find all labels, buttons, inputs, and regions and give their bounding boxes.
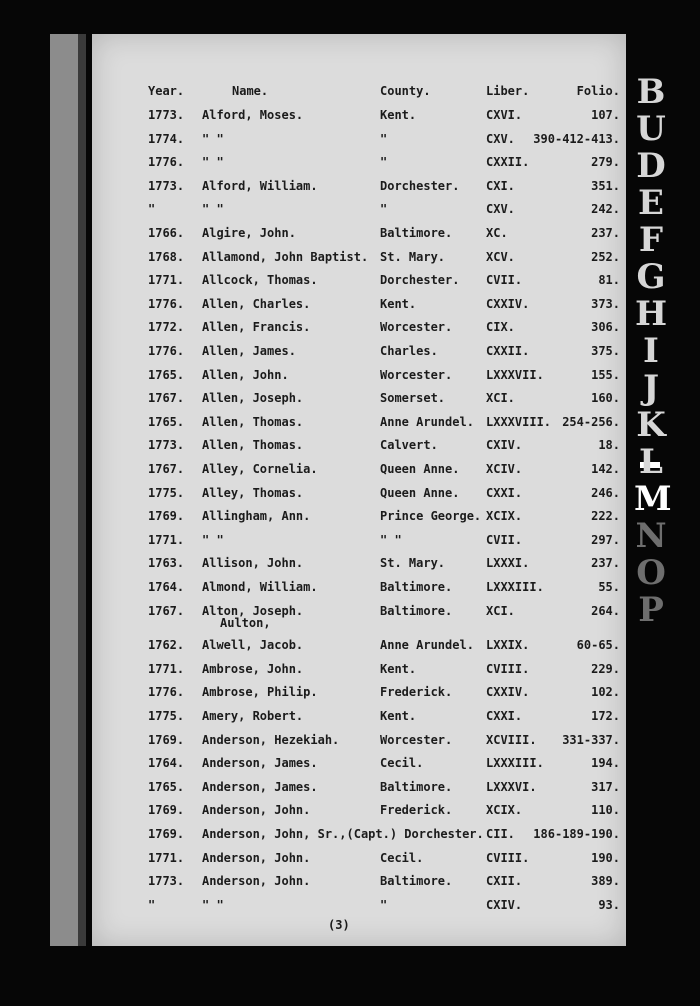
row-year: 1773. (148, 438, 185, 453)
row-liber: CVIII. (486, 661, 530, 676)
row-name: Allen, James. (202, 344, 296, 358)
row-name: Alwell, Jacob. (202, 638, 304, 653)
row-folio: 375. (591, 344, 620, 358)
row-year: 1764. (148, 756, 185, 771)
row-liber: CXIV. (486, 438, 523, 453)
row-year: 1776. (148, 155, 185, 170)
row-year: 1773. (148, 108, 185, 122)
row-name: Alford, Moses. (202, 108, 304, 122)
row-county: Worcester. (380, 732, 453, 747)
row-name: Anderson, John, Sr.,(Capt.) Dorchester. (202, 827, 484, 841)
row-name: " " (202, 131, 224, 146)
row-county: Baltimore. (380, 779, 453, 794)
row-folio: 172. (591, 709, 620, 723)
header-liber: Liber. (486, 84, 530, 98)
row-folio: 18. (598, 438, 620, 453)
row-name: " " (202, 897, 224, 912)
row-folio: 390-412-413. (533, 131, 620, 146)
row-name: Anderson, James. (202, 756, 318, 771)
row-folio: 237. (591, 226, 620, 240)
row-county: Kent. (380, 108, 417, 122)
row-county: Charles. (380, 344, 438, 358)
row-liber: XCIX. (486, 803, 523, 818)
row-year: 1771. (148, 532, 185, 547)
row-county: Dorchester. (380, 273, 460, 288)
row-folio: 160. (591, 391, 620, 406)
row-folio: 107. (591, 108, 620, 122)
row-name: Alton, Joseph. (202, 603, 304, 618)
row-liber: XCIV. (486, 462, 523, 476)
row-county: " (380, 202, 388, 217)
row-county: Frederick. (380, 685, 453, 700)
row-folio: 242. (591, 202, 620, 217)
row-liber: CXV. (486, 202, 515, 217)
header-county: County. (380, 84, 431, 98)
row-year: 1767. (148, 603, 185, 618)
row-county: Dorchester. (380, 178, 460, 193)
row-folio: 373. (591, 296, 620, 311)
header-name: Name. (232, 84, 269, 98)
row-liber: XCI. (486, 603, 515, 618)
row-liber: CXII. (486, 874, 523, 889)
index-tab-d: D (636, 146, 666, 186)
row-name: Allingham, Ann. (202, 509, 311, 524)
row-county: " (380, 131, 388, 146)
row-name: Allen, Thomas. (202, 414, 304, 429)
index-tab-b: B (636, 72, 666, 112)
row-name: Ambrose, Philip. (202, 685, 318, 700)
index-tab-i: I (643, 331, 659, 371)
row-folio: 190. (591, 850, 620, 865)
row-year: " (148, 897, 156, 912)
row-name: Alley, Cornelia. (202, 462, 318, 476)
row-folio: 317. (591, 779, 620, 794)
row-year: 1765. (148, 367, 185, 382)
row-liber: CXI. (486, 178, 515, 193)
row-liber: CXIV. (486, 897, 523, 912)
row-liber: LXXXVI. (486, 779, 537, 794)
row-year: 1768. (148, 249, 185, 264)
row-year: 1773. (148, 178, 185, 193)
row-name: Allcock, Thomas. (202, 273, 318, 288)
row-name: Amery, Robert. (202, 709, 304, 723)
row-name-variant: Aulton, (220, 615, 271, 630)
row-county: Kent. (380, 296, 417, 311)
index-tab-o: O (636, 553, 666, 593)
row-liber: XCI. (486, 391, 515, 406)
index-tab-n: N (635, 516, 667, 556)
row-county: Frederick. (380, 803, 453, 818)
row-name: Allen, Charles. (202, 296, 311, 311)
row-folio: 55. (598, 580, 620, 594)
row-county: Baltimore. (380, 874, 453, 889)
row-liber: LXXXIII. (486, 580, 544, 594)
row-liber: XC. (486, 226, 508, 240)
row-year: 1769. (148, 732, 185, 747)
row-year: 1775. (148, 485, 185, 500)
row-county: Anne Arundel. (380, 638, 474, 653)
row-county: Kent. (380, 661, 417, 676)
row-year: 1775. (148, 709, 185, 723)
row-liber: CIX. (486, 320, 515, 335)
row-name: Allamond, John Baptist. (202, 249, 369, 264)
row-liber: LXXIX. (486, 638, 530, 653)
ledger-table (92, 34, 626, 946)
row-year: 1762. (148, 638, 185, 653)
page-number: (3) (328, 918, 350, 932)
row-name: Allison, John. (202, 556, 304, 571)
spine-edge (78, 34, 86, 946)
row-name: " " (202, 532, 224, 547)
row-folio: 60-65. (576, 638, 620, 653)
row-name: Alford, William. (202, 178, 318, 193)
row-county: Cecil. (380, 850, 424, 865)
row-liber: CXXII. (486, 344, 530, 358)
row-name: Allen, Joseph. (202, 391, 304, 406)
row-liber: CXXII. (486, 155, 530, 170)
row-folio: 351. (591, 178, 620, 193)
row-year: 1769. (148, 827, 185, 841)
row-folio: 229. (591, 661, 620, 676)
index-tab-h: H (634, 294, 668, 334)
row-year: 1772. (148, 320, 185, 335)
row-liber: CVII. (486, 532, 523, 547)
index-tab-f: F (638, 220, 664, 260)
row-year: 1776. (148, 344, 185, 358)
row-folio: 279. (591, 155, 620, 170)
row-year: 1776. (148, 685, 185, 700)
row-year: 1773. (148, 874, 185, 889)
row-name: Anderson, John. (202, 874, 311, 889)
row-folio: 186-189-190. (533, 827, 620, 841)
row-county: Baltimore. (380, 580, 453, 594)
index-tab-u: U (636, 109, 666, 149)
row-name: Allen, John. (202, 367, 289, 382)
row-county: Queen Anne. (380, 485, 460, 500)
index-tab-p: P (638, 590, 664, 630)
row-year: 1771. (148, 661, 185, 676)
row-name: Almond, William. (202, 580, 318, 594)
row-folio: 331-337. (562, 732, 620, 747)
row-name: Allen, Thomas. (202, 438, 304, 453)
row-year: " (148, 202, 156, 217)
row-county: Worcester. (380, 320, 453, 335)
row-folio: 246. (591, 485, 620, 500)
row-folio: 194. (591, 756, 620, 771)
row-county: Worcester. (380, 367, 453, 382)
row-year: 1763. (148, 556, 185, 571)
row-county: Baltimore. (380, 603, 453, 618)
row-name: Anderson, James. (202, 779, 318, 794)
row-liber: XCV. (486, 249, 515, 264)
row-year: 1769. (148, 509, 185, 524)
row-liber: CXXI. (486, 485, 523, 500)
row-county: Kent. (380, 709, 417, 723)
row-name: Alley, Thomas. (202, 485, 304, 500)
row-folio: 155. (591, 367, 620, 382)
row-year: 1776. (148, 296, 185, 311)
row-folio: 264. (591, 603, 620, 618)
header-folio: Folio. (576, 84, 620, 98)
row-folio: 93. (598, 897, 620, 912)
row-year: 1771. (148, 273, 185, 288)
row-year: 1769. (148, 803, 185, 818)
row-liber: CVIII. (486, 850, 530, 865)
header-year: Year. (148, 84, 185, 98)
row-year: 1774. (148, 131, 185, 146)
row-year: 1767. (148, 391, 185, 406)
row-liber: XCVIII. (486, 732, 537, 747)
row-county: Queen Anne. (380, 462, 460, 476)
row-name: Anderson, John. (202, 850, 311, 865)
row-name: Ambrose, John. (202, 661, 304, 676)
row-county: Cecil. (380, 756, 424, 771)
row-year: 1765. (148, 779, 185, 794)
row-year: 1771. (148, 850, 185, 865)
row-folio: 222. (591, 509, 620, 524)
index-tab-l: L (639, 442, 663, 482)
row-county: " " (380, 532, 402, 547)
row-county: Calvert. (380, 438, 438, 453)
row-folio: 389. (591, 874, 620, 889)
row-county: Somerset. (380, 391, 446, 406)
row-county: Baltimore. (380, 226, 453, 240)
row-liber: CXV. (486, 131, 515, 146)
row-name: Allen, Francis. (202, 320, 311, 335)
row-liber: LXXXIII. (486, 756, 544, 771)
row-name: Anderson, John. (202, 803, 311, 818)
row-liber: CVII. (486, 273, 523, 288)
row-liber: CXXIV. (486, 685, 530, 700)
row-folio: 254-256. (562, 414, 620, 429)
row-liber: CXXI. (486, 709, 523, 723)
row-liber: XCIX. (486, 509, 523, 524)
row-county: " (380, 897, 388, 912)
row-name: " " (202, 155, 224, 170)
row-liber: LXXXI. (486, 556, 530, 571)
index-tab-e: E (638, 183, 664, 223)
row-county: St. Mary. (380, 556, 446, 571)
index-tab-m: M (634, 479, 672, 519)
row-folio: 306. (591, 320, 620, 335)
row-county: " (380, 155, 388, 170)
row-year: 1766. (148, 226, 185, 240)
volume-spine (50, 34, 86, 946)
index-tab-j: J (642, 368, 660, 408)
index-tab-g: G (636, 257, 666, 297)
row-folio: 102. (591, 685, 620, 700)
row-year: 1764. (148, 580, 185, 594)
row-liber: CXVI. (486, 108, 523, 122)
row-name: Algire, John. (202, 226, 296, 240)
row-folio: 252. (591, 249, 620, 264)
index-tabs (628, 72, 672, 632)
row-name: " " (202, 202, 224, 217)
row-name: Anderson, Hezekiah. (202, 732, 340, 747)
row-folio: 142. (591, 462, 620, 476)
row-folio: 110. (591, 803, 620, 818)
row-folio: 237. (591, 556, 620, 571)
row-county: St. Mary. (380, 249, 446, 264)
row-year: 1765. (148, 414, 185, 429)
row-liber: LXXXVIII. (486, 414, 552, 429)
row-liber: LXXXVII. (486, 367, 544, 382)
row-year: 1767. (148, 462, 185, 476)
row-folio: 297. (591, 532, 620, 547)
row-liber: CXXIV. (486, 296, 530, 311)
row-folio: 81. (598, 273, 620, 288)
index-tab-k: K (636, 405, 666, 445)
ledger-page (92, 34, 626, 946)
row-liber: CII. (486, 827, 515, 841)
row-county: Anne Arundel. (380, 414, 474, 429)
row-county: Prince George. (380, 509, 482, 524)
